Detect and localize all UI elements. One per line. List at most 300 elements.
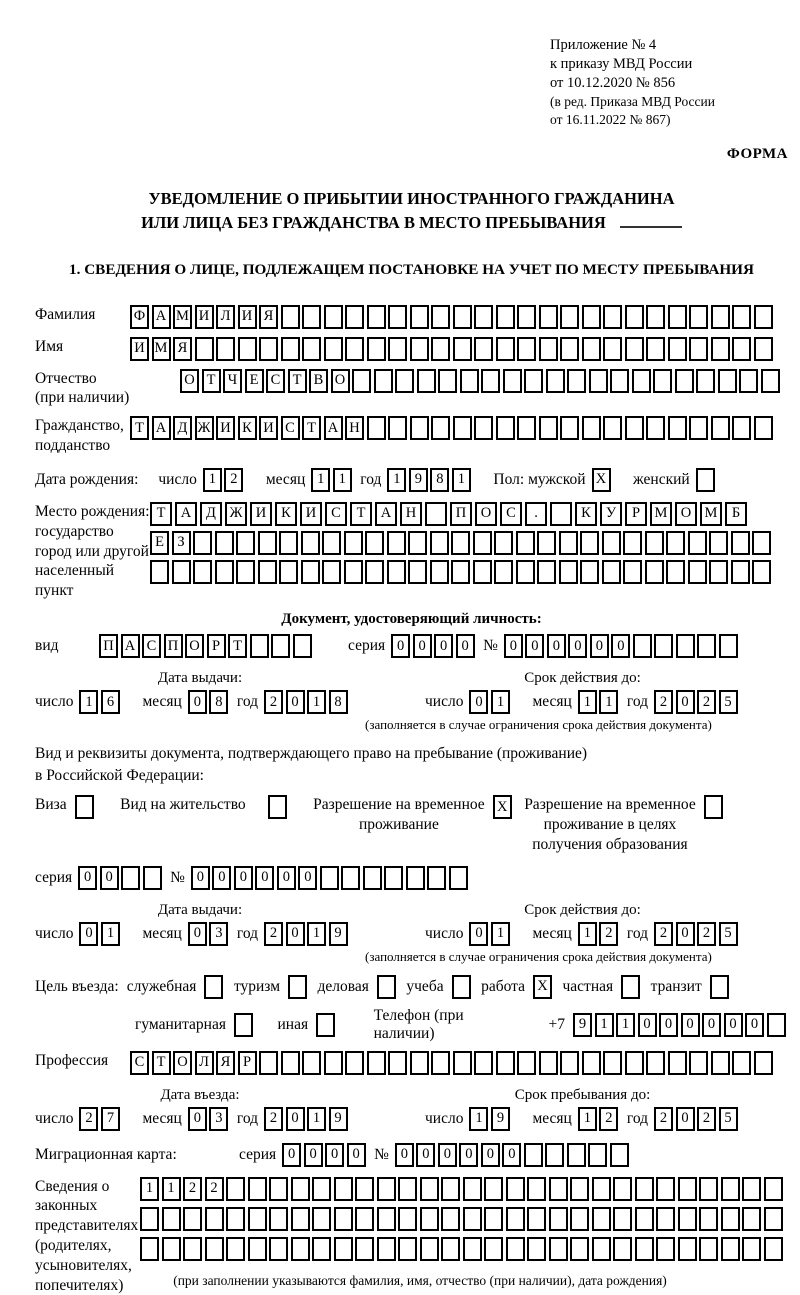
char-cell[interactable] xyxy=(524,1143,543,1167)
char-cell[interactable]: Я xyxy=(216,1051,235,1075)
char-cell[interactable] xyxy=(420,1177,439,1201)
char-cell[interactable] xyxy=(387,560,406,584)
char-cell[interactable] xyxy=(322,560,341,584)
char-cell[interactable]: Я xyxy=(173,337,192,361)
char-cell[interactable] xyxy=(312,1177,331,1201)
char-cell[interactable] xyxy=(719,634,738,658)
char-cell[interactable]: 9 xyxy=(491,1107,510,1131)
char-cell[interactable]: 0 xyxy=(547,634,566,658)
char-cell[interactable] xyxy=(752,531,771,555)
char-cell[interactable] xyxy=(484,1207,503,1231)
char-cell[interactable]: 2 xyxy=(697,922,716,946)
char-cell[interactable] xyxy=(75,795,94,819)
char-cell[interactable] xyxy=(302,337,321,361)
char-cell[interactable]: И xyxy=(216,416,235,440)
char-cell[interactable] xyxy=(406,866,425,890)
char-cell[interactable]: Р xyxy=(625,502,647,526)
char-cell[interactable] xyxy=(451,531,470,555)
char-cell[interactable]: 1 xyxy=(491,690,510,714)
char-cell[interactable] xyxy=(709,531,728,555)
char-cell[interactable]: 2 xyxy=(654,690,673,714)
char-cell[interactable]: 2 xyxy=(224,468,243,492)
char-cell[interactable]: X xyxy=(592,468,611,492)
char-cell[interactable] xyxy=(150,560,169,584)
char-cell[interactable]: О xyxy=(180,369,199,393)
char-cell[interactable] xyxy=(653,369,672,393)
char-cell[interactable] xyxy=(291,1237,310,1261)
char-cell[interactable]: 5 xyxy=(719,690,738,714)
char-cell[interactable] xyxy=(742,1207,761,1231)
char-cell[interactable] xyxy=(516,560,535,584)
char-cell[interactable] xyxy=(625,416,644,440)
char-cell[interactable] xyxy=(494,560,513,584)
char-cell[interactable] xyxy=(449,866,468,890)
char-cell[interactable]: 2 xyxy=(697,690,716,714)
char-cell[interactable] xyxy=(560,337,579,361)
char-cell[interactable]: 0 xyxy=(286,690,305,714)
char-cell[interactable]: Т xyxy=(288,369,307,393)
char-cell[interactable]: О xyxy=(185,634,204,658)
char-cell[interactable] xyxy=(355,1177,374,1201)
char-cell[interactable] xyxy=(473,531,492,555)
char-cell[interactable]: 0 xyxy=(459,1143,478,1167)
char-cell[interactable] xyxy=(140,1237,159,1261)
char-cell[interactable]: 1 xyxy=(79,690,98,714)
char-cell[interactable]: 5 xyxy=(719,1107,738,1131)
char-cell[interactable]: Т xyxy=(228,634,247,658)
char-cell[interactable]: А xyxy=(375,502,397,526)
char-cell[interactable] xyxy=(721,1177,740,1201)
char-cell[interactable] xyxy=(420,1207,439,1231)
char-cell[interactable] xyxy=(312,1207,331,1231)
char-cell[interactable] xyxy=(517,337,536,361)
char-cell[interactable]: 0 xyxy=(277,866,296,890)
char-cell[interactable] xyxy=(162,1207,181,1231)
char-cell[interactable] xyxy=(367,1051,386,1075)
char-cell[interactable]: 1 xyxy=(307,690,326,714)
char-cell[interactable] xyxy=(484,1237,503,1261)
char-cell[interactable] xyxy=(481,369,500,393)
char-cell[interactable]: 7 xyxy=(101,1107,120,1131)
char-cell[interactable] xyxy=(656,1207,675,1231)
char-cell[interactable] xyxy=(646,305,665,329)
char-cell[interactable]: И xyxy=(130,337,149,361)
char-cell[interactable]: Т xyxy=(130,416,149,440)
char-cell[interactable] xyxy=(603,305,622,329)
char-cell[interactable] xyxy=(549,1207,568,1231)
char-cell[interactable] xyxy=(183,1237,202,1261)
char-cell[interactable] xyxy=(688,531,707,555)
char-cell[interactable] xyxy=(302,1051,321,1075)
char-cell[interactable]: 0 xyxy=(745,1013,764,1037)
char-cell[interactable]: В xyxy=(309,369,328,393)
char-cell[interactable] xyxy=(589,369,608,393)
char-cell[interactable]: 0 xyxy=(298,866,317,890)
char-cell[interactable]: 9 xyxy=(329,922,348,946)
char-cell[interactable]: 0 xyxy=(286,1107,305,1131)
char-cell[interactable]: 0 xyxy=(78,866,97,890)
char-cell[interactable] xyxy=(603,337,622,361)
char-cell[interactable] xyxy=(496,337,515,361)
char-cell[interactable]: 0 xyxy=(188,1107,207,1131)
char-cell[interactable]: Е xyxy=(150,531,169,555)
char-cell[interactable] xyxy=(388,305,407,329)
char-cell[interactable]: 1 xyxy=(578,1107,597,1131)
char-cell[interactable] xyxy=(517,1051,536,1075)
char-cell[interactable] xyxy=(711,1051,730,1075)
char-cell[interactable] xyxy=(527,1177,546,1201)
char-cell[interactable] xyxy=(613,1207,632,1231)
char-cell[interactable] xyxy=(646,337,665,361)
char-cell[interactable] xyxy=(320,866,339,890)
char-cell[interactable]: 0 xyxy=(676,690,695,714)
char-cell[interactable]: 2 xyxy=(79,1107,98,1131)
char-cell[interactable]: Т xyxy=(302,416,321,440)
char-cell[interactable]: 1 xyxy=(311,468,330,492)
char-cell[interactable] xyxy=(293,634,312,658)
char-cell[interactable] xyxy=(560,305,579,329)
char-cell[interactable] xyxy=(408,560,427,584)
char-cell[interactable] xyxy=(696,468,715,492)
char-cell[interactable] xyxy=(559,560,578,584)
char-cell[interactable]: 1 xyxy=(616,1013,635,1037)
char-cell[interactable]: С xyxy=(281,416,300,440)
char-cell[interactable] xyxy=(441,1237,460,1261)
char-cell[interactable] xyxy=(527,1207,546,1231)
char-cell[interactable] xyxy=(334,1207,353,1231)
char-cell[interactable] xyxy=(268,795,287,819)
char-cell[interactable]: О xyxy=(475,502,497,526)
char-cell[interactable]: А xyxy=(152,305,171,329)
char-cell[interactable] xyxy=(666,531,685,555)
char-cell[interactable] xyxy=(545,1143,564,1167)
char-cell[interactable]: 1 xyxy=(595,1013,614,1037)
char-cell[interactable]: 2 xyxy=(599,1107,618,1131)
char-cell[interactable] xyxy=(172,560,191,584)
char-cell[interactable] xyxy=(193,531,212,555)
char-cell[interactable] xyxy=(377,1177,396,1201)
char-cell[interactable]: Л xyxy=(195,1051,214,1075)
char-cell[interactable] xyxy=(425,502,447,526)
char-cell[interactable]: 2 xyxy=(697,1107,716,1131)
char-cell[interactable]: 8 xyxy=(209,690,228,714)
char-cell[interactable]: 0 xyxy=(638,1013,657,1037)
char-cell[interactable]: К xyxy=(275,502,297,526)
char-cell[interactable] xyxy=(398,1177,417,1201)
char-cell[interactable]: К xyxy=(238,416,257,440)
char-cell[interactable] xyxy=(613,1177,632,1201)
char-cell[interactable] xyxy=(301,560,320,584)
char-cell[interactable]: Е xyxy=(245,369,264,393)
char-cell[interactable] xyxy=(732,305,751,329)
char-cell[interactable]: 0 xyxy=(502,1143,521,1167)
char-cell[interactable] xyxy=(410,1051,429,1075)
char-cell[interactable]: 1 xyxy=(578,922,597,946)
char-cell[interactable] xyxy=(463,1237,482,1261)
char-cell[interactable] xyxy=(764,1237,783,1261)
char-cell[interactable] xyxy=(517,305,536,329)
char-cell[interactable]: 3 xyxy=(209,1107,228,1131)
char-cell[interactable] xyxy=(281,305,300,329)
char-cell[interactable] xyxy=(582,1051,601,1075)
char-cell[interactable]: X xyxy=(493,795,512,819)
char-cell[interactable] xyxy=(312,1237,331,1261)
char-cell[interactable] xyxy=(678,1177,697,1201)
char-cell[interactable] xyxy=(645,560,664,584)
char-cell[interactable] xyxy=(742,1237,761,1261)
char-cell[interactable]: 0 xyxy=(469,922,488,946)
char-cell[interactable] xyxy=(363,866,382,890)
char-cell[interactable]: М xyxy=(152,337,171,361)
char-cell[interactable] xyxy=(452,975,471,999)
char-cell[interactable]: 0 xyxy=(481,1143,500,1167)
char-cell[interactable]: А xyxy=(175,502,197,526)
char-cell[interactable] xyxy=(764,1207,783,1231)
char-cell[interactable]: 0 xyxy=(286,922,305,946)
char-cell[interactable]: Т xyxy=(350,502,372,526)
char-cell[interactable]: С xyxy=(500,502,522,526)
char-cell[interactable]: . xyxy=(525,502,547,526)
char-cell[interactable] xyxy=(395,369,414,393)
char-cell[interactable]: 0 xyxy=(525,634,544,658)
char-cell[interactable] xyxy=(645,531,664,555)
char-cell[interactable] xyxy=(754,416,773,440)
char-cell[interactable] xyxy=(635,1207,654,1231)
char-cell[interactable]: С xyxy=(142,634,161,658)
char-cell[interactable] xyxy=(269,1237,288,1261)
char-cell[interactable]: А xyxy=(152,416,171,440)
char-cell[interactable] xyxy=(582,305,601,329)
char-cell[interactable]: 2 xyxy=(654,1107,673,1131)
char-cell[interactable]: 0 xyxy=(188,922,207,946)
char-cell[interactable]: И xyxy=(300,502,322,526)
char-cell[interactable] xyxy=(205,1237,224,1261)
char-cell[interactable] xyxy=(689,337,708,361)
char-cell[interactable] xyxy=(453,337,472,361)
char-cell[interactable] xyxy=(494,531,513,555)
char-cell[interactable] xyxy=(580,531,599,555)
char-cell[interactable]: 0 xyxy=(702,1013,721,1037)
char-cell[interactable] xyxy=(410,305,429,329)
char-cell[interactable] xyxy=(549,1237,568,1261)
char-cell[interactable] xyxy=(668,1051,687,1075)
char-cell[interactable] xyxy=(259,1051,278,1075)
char-cell[interactable] xyxy=(588,1143,607,1167)
char-cell[interactable]: 0 xyxy=(469,690,488,714)
char-cell[interactable]: 2 xyxy=(264,922,283,946)
char-cell[interactable] xyxy=(345,305,364,329)
char-cell[interactable] xyxy=(431,416,450,440)
char-cell[interactable] xyxy=(374,369,393,393)
char-cell[interactable]: 0 xyxy=(234,866,253,890)
char-cell[interactable]: 9 xyxy=(409,468,428,492)
char-cell[interactable]: 0 xyxy=(100,866,119,890)
char-cell[interactable] xyxy=(654,634,673,658)
char-cell[interactable]: З xyxy=(172,531,191,555)
char-cell[interactable]: О xyxy=(173,1051,192,1075)
char-cell[interactable]: 0 xyxy=(590,634,609,658)
char-cell[interactable] xyxy=(377,1237,396,1261)
char-cell[interactable] xyxy=(484,1177,503,1201)
char-cell[interactable] xyxy=(580,560,599,584)
char-cell[interactable] xyxy=(334,1237,353,1261)
char-cell[interactable] xyxy=(234,1013,253,1037)
char-cell[interactable] xyxy=(704,795,723,819)
char-cell[interactable] xyxy=(732,416,751,440)
char-cell[interactable] xyxy=(570,1177,589,1201)
char-cell[interactable]: П xyxy=(99,634,118,658)
char-cell[interactable]: 1 xyxy=(162,1177,181,1201)
char-cell[interactable]: Н xyxy=(400,502,422,526)
char-cell[interactable] xyxy=(427,866,446,890)
char-cell[interactable] xyxy=(633,634,652,658)
char-cell[interactable] xyxy=(527,1237,546,1261)
char-cell[interactable] xyxy=(388,416,407,440)
char-cell[interactable] xyxy=(250,634,269,658)
char-cell[interactable]: Д xyxy=(173,416,192,440)
char-cell[interactable]: 0 xyxy=(413,634,432,658)
char-cell[interactable] xyxy=(258,560,277,584)
char-cell[interactable]: 0 xyxy=(676,922,695,946)
char-cell[interactable]: И xyxy=(259,416,278,440)
char-cell[interactable] xyxy=(699,1207,718,1231)
char-cell[interactable] xyxy=(560,1051,579,1075)
char-cell[interactable] xyxy=(732,337,751,361)
char-cell[interactable] xyxy=(678,1237,697,1261)
char-cell[interactable] xyxy=(656,1237,675,1261)
char-cell[interactable]: М xyxy=(650,502,672,526)
char-cell[interactable] xyxy=(764,1177,783,1201)
char-cell[interactable] xyxy=(539,1051,558,1075)
char-cell[interactable] xyxy=(602,531,621,555)
char-cell[interactable]: 0 xyxy=(391,634,410,658)
char-cell[interactable] xyxy=(248,1237,267,1261)
char-cell[interactable] xyxy=(162,1237,181,1261)
char-cell[interactable] xyxy=(205,1207,224,1231)
char-cell[interactable] xyxy=(646,416,665,440)
char-cell[interactable] xyxy=(281,1051,300,1075)
char-cell[interactable]: Ф xyxy=(130,305,149,329)
char-cell[interactable] xyxy=(473,560,492,584)
char-cell[interactable] xyxy=(506,1207,525,1231)
char-cell[interactable] xyxy=(367,416,386,440)
char-cell[interactable] xyxy=(417,369,436,393)
char-cell[interactable] xyxy=(689,416,708,440)
char-cell[interactable] xyxy=(496,305,515,329)
char-cell[interactable] xyxy=(324,337,343,361)
char-cell[interactable] xyxy=(226,1237,245,1261)
char-cell[interactable] xyxy=(739,369,758,393)
char-cell[interactable] xyxy=(387,531,406,555)
char-cell[interactable]: Н xyxy=(345,416,364,440)
char-cell[interactable] xyxy=(539,416,558,440)
char-cell[interactable] xyxy=(666,560,685,584)
char-cell[interactable]: 0 xyxy=(282,1143,301,1167)
char-cell[interactable]: 1 xyxy=(387,468,406,492)
char-cell[interactable]: 0 xyxy=(456,634,475,658)
char-cell[interactable] xyxy=(430,560,449,584)
char-cell[interactable] xyxy=(754,305,773,329)
char-cell[interactable]: 0 xyxy=(191,866,210,890)
char-cell[interactable] xyxy=(731,560,750,584)
char-cell[interactable]: 3 xyxy=(209,922,228,946)
char-cell[interactable] xyxy=(742,1177,761,1201)
char-cell[interactable] xyxy=(625,1051,644,1075)
char-cell[interactable]: 1 xyxy=(469,1107,488,1131)
char-cell[interactable] xyxy=(474,337,493,361)
char-cell[interactable] xyxy=(410,416,429,440)
char-cell[interactable] xyxy=(503,369,522,393)
char-cell[interactable]: 2 xyxy=(183,1177,202,1201)
char-cell[interactable] xyxy=(516,531,535,555)
char-cell[interactable] xyxy=(236,560,255,584)
char-cell[interactable] xyxy=(721,1237,740,1261)
char-cell[interactable]: 0 xyxy=(724,1013,743,1037)
char-cell[interactable]: 1 xyxy=(333,468,352,492)
char-cell[interactable] xyxy=(632,369,651,393)
char-cell[interactable] xyxy=(215,560,234,584)
char-cell[interactable] xyxy=(537,560,556,584)
char-cell[interactable] xyxy=(279,531,298,555)
char-cell[interactable]: 2 xyxy=(264,1107,283,1131)
char-cell[interactable] xyxy=(613,1237,632,1261)
char-cell[interactable] xyxy=(582,416,601,440)
char-cell[interactable] xyxy=(635,1237,654,1261)
char-cell[interactable] xyxy=(377,1207,396,1231)
char-cell[interactable] xyxy=(668,416,687,440)
char-cell[interactable] xyxy=(711,305,730,329)
char-cell[interactable] xyxy=(567,369,586,393)
char-cell[interactable]: 1 xyxy=(599,690,618,714)
char-cell[interactable] xyxy=(549,1177,568,1201)
char-cell[interactable]: 1 xyxy=(491,922,510,946)
char-cell[interactable]: 0 xyxy=(304,1143,323,1167)
char-cell[interactable] xyxy=(355,1237,374,1261)
char-cell[interactable] xyxy=(344,560,363,584)
char-cell[interactable]: А xyxy=(121,634,140,658)
char-cell[interactable] xyxy=(697,634,716,658)
char-cell[interactable] xyxy=(377,975,396,999)
char-cell[interactable]: 0 xyxy=(681,1013,700,1037)
char-cell[interactable] xyxy=(367,337,386,361)
char-cell[interactable] xyxy=(537,531,556,555)
char-cell[interactable] xyxy=(324,305,343,329)
char-cell[interactable]: 1 xyxy=(307,922,326,946)
char-cell[interactable] xyxy=(365,560,384,584)
char-cell[interactable] xyxy=(420,1237,439,1261)
char-cell[interactable] xyxy=(699,1237,718,1261)
char-cell[interactable] xyxy=(603,1051,622,1075)
char-cell[interactable]: 0 xyxy=(504,634,523,658)
char-cell[interactable] xyxy=(721,1207,740,1231)
char-cell[interactable]: А xyxy=(324,416,343,440)
char-cell[interactable] xyxy=(546,369,565,393)
char-cell[interactable] xyxy=(676,634,695,658)
char-cell[interactable] xyxy=(621,975,640,999)
char-cell[interactable]: 9 xyxy=(573,1013,592,1037)
char-cell[interactable] xyxy=(474,305,493,329)
char-cell[interactable]: 1 xyxy=(452,468,471,492)
char-cell[interactable] xyxy=(344,531,363,555)
char-cell[interactable] xyxy=(355,1207,374,1231)
char-cell[interactable] xyxy=(183,1207,202,1231)
char-cell[interactable] xyxy=(623,531,642,555)
char-cell[interactable] xyxy=(752,560,771,584)
char-cell[interactable] xyxy=(269,1207,288,1231)
char-cell[interactable]: Т xyxy=(152,1051,171,1075)
char-cell[interactable] xyxy=(689,1051,708,1075)
char-cell[interactable] xyxy=(388,337,407,361)
